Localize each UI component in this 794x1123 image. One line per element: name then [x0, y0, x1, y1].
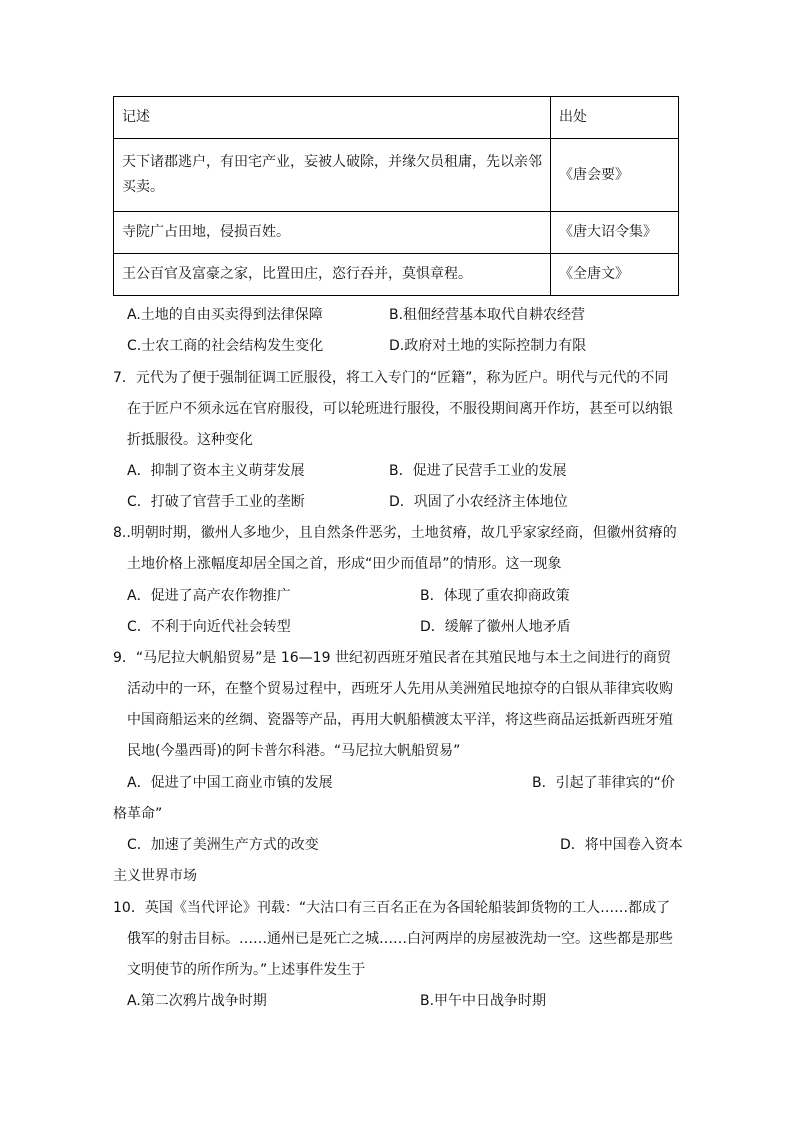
q8-option-a: A．促进了高产农作物推广: [127, 588, 291, 604]
q8-option-c: C．不利于向近代社会转型: [127, 619, 291, 635]
q7-stem-line: 7．元代为了便于强制征调工匠服役，将工入专门的“匠籍”，称为匠户。明代与元代的不同: [113, 370, 669, 386]
q9-stem-line: 活动中的一环，在整个贸易过程中，西班牙人先用从美洲殖民地掠夺的白银从菲律宾收购: [127, 681, 673, 697]
q10-stem-line: 俄军的射击目标。……通州已是死亡之城……白河两岸的房屋被洗劫一空。这些都是那些: [127, 931, 673, 947]
table-row: [114, 212, 679, 254]
q9-option-c: C．加速了美洲生产方式的改变: [127, 837, 319, 853]
q7-stem-line: 折抵服役。这种变化: [127, 432, 253, 448]
q9-option-b: B．引起了菲律宾的“价: [532, 775, 675, 791]
table-header-source: 出处: [551, 97, 679, 139]
q10-option-b: B.甲午中日战争时期: [420, 993, 547, 1009]
q9-option-d: D．将中国卷入资本: [560, 837, 683, 853]
q9-stem-line: 9．“马尼拉大帆船贸易”是 16—19 世纪初西班牙殖民者在其殖民地与本土之间进行的商贸: [113, 650, 671, 666]
q8-option-b: B．体现了重农抑商政策: [420, 588, 570, 604]
source-table: [113, 96, 679, 296]
q9-option-a: A．促进了中国工商业市镇的发展: [127, 775, 333, 791]
table-cell-source: 《全唐文》: [551, 254, 679, 296]
table-header-row: [114, 97, 679, 139]
q10-stem-line: 10．英国《当代评论》刊载：“大沽口有三百名正在为各国轮船装卸货物的工人……都成了: [113, 900, 671, 916]
table-row: [114, 254, 679, 296]
q6-option-a: A.土地的自由买卖得到法律保障: [127, 307, 323, 323]
q7-option-a: A．抑制了资本主义萌芽发展: [127, 463, 305, 479]
table-cell-desc: 王公百官及富豪之家，比置田庄，恣行吞并，莫惧章程。: [114, 254, 551, 296]
q6-option-c: C.士农工商的社会结构发生变化: [127, 338, 324, 354]
table-cell-source: 《唐大诏令集》: [551, 212, 679, 254]
q9-option-b-cont: 格革命”: [113, 806, 163, 822]
q8-option-d: D．缓解了徽州人地矛盾: [420, 619, 571, 635]
desc-line: 买卖。: [122, 179, 164, 195]
table-header-desc: 记述: [114, 97, 551, 139]
q9-option-d-cont: 主义世界市场: [113, 868, 197, 884]
q7-stem-line: 在于匠户不须永远在官府服役，可以轮班进行服役，不服役期间离开作坊，甚至可以纳银: [127, 401, 673, 417]
q9-stem-line: 中国商船运来的丝绸、瓷器等产品，再用大帆船横渡太平洋，将这些商品运抵新西班牙殖: [127, 712, 673, 728]
q10-stem-line: 文明使节的所作所为。”上述事件发生于: [127, 962, 366, 978]
table-cell-desc: [114, 139, 551, 212]
q7-option-b: B．促进了民营手工业的发展: [389, 463, 567, 479]
q9-stem-line: 民地(今墨西哥)的阿卡普尔科港。“马尼拉大帆船贸易”: [127, 743, 461, 759]
table-cell-source: 《唐会要》: [551, 139, 679, 212]
q7-option-c: C．打破了官营手工业的垄断: [127, 494, 305, 510]
desc-line: 天下诸郡逃户，有田宅产业，妄被人破除，并缘欠员租庸，先以亲邻: [122, 154, 542, 170]
q8-stem-line: 土地价格上涨幅度却居全国之首，形成“田少而值昂”的情形。这一现象: [127, 556, 562, 572]
q6-option-d: D.政府对土地的实际控制力有限: [389, 338, 587, 354]
q7-option-d: D．巩固了小农经济主体地位: [389, 494, 568, 510]
q10-option-a: A.第二次鸦片战争时期: [127, 993, 267, 1009]
table-cell-desc: 寺院广占田地，侵损百姓。: [114, 212, 551, 254]
table-row: [114, 139, 679, 212]
q6-option-b: B.租佃经营基本取代自耕农经营: [389, 307, 586, 323]
q8-stem-line: 8..明朝时期，徽州人多地少，且自然条件恶劣，土地贫瘠，故几乎家家经商，但徽州贫瘠的: [113, 525, 677, 541]
